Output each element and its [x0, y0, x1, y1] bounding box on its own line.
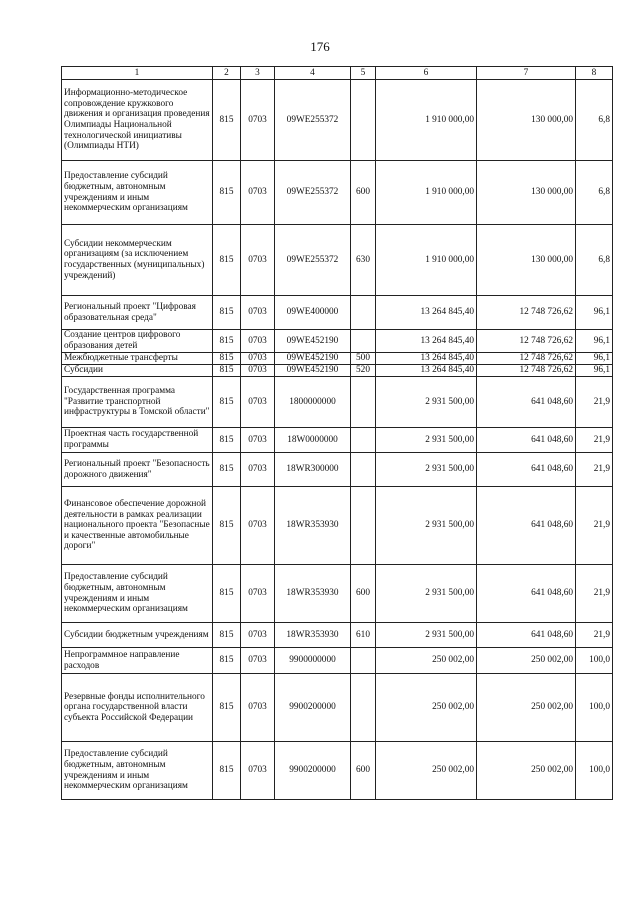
- table-row: [62, 565, 613, 623]
- cell-vr: [351, 428, 376, 453]
- cell-percent: 21,9: [576, 487, 613, 565]
- table-row: [62, 377, 613, 428]
- cell-percent: 21,9: [576, 623, 613, 648]
- cell-ved: 815: [213, 353, 241, 365]
- cell-name: Предоставление субсидий бюджетным, автономным учреждениям и иным некоммерческим организациям: [62, 161, 213, 225]
- table-row: [62, 353, 613, 365]
- cell-csr: 18WR353930: [275, 623, 351, 648]
- header-cell-percent: 8: [576, 67, 613, 80]
- cell-name: Непрограммное направление расходов: [62, 648, 213, 674]
- table-row: [62, 80, 613, 161]
- cell-plan: 250 002,00: [376, 742, 477, 800]
- cell-fact: 641 048,60: [477, 623, 576, 648]
- cell-vr: 600: [351, 161, 376, 225]
- cell-csr: 09WE255372: [275, 225, 351, 296]
- cell-vr: 520: [351, 365, 376, 377]
- cell-fact: 130 000,00: [477, 80, 576, 161]
- cell-plan: 2 931 500,00: [376, 377, 477, 428]
- cell-csr: 9900200000: [275, 674, 351, 742]
- cell-rzpr: 0703: [241, 674, 275, 742]
- header-cell-rzpr: 3: [241, 67, 275, 80]
- cell-ved: 815: [213, 296, 241, 330]
- cell-ved: 815: [213, 565, 241, 623]
- cell-csr: 09WE452190: [275, 353, 351, 365]
- cell-name: Предоставление субсидий бюджетным, автономным учреждениям и иным некоммерческим организациям: [62, 565, 213, 623]
- cell-ved: 815: [213, 453, 241, 487]
- cell-rzpr: 0703: [241, 161, 275, 225]
- table-row: [62, 296, 613, 330]
- cell-rzpr: 0703: [241, 453, 275, 487]
- cell-rzpr: 0703: [241, 377, 275, 428]
- cell-fact: 641 048,60: [477, 565, 576, 623]
- cell-rzpr: 0703: [241, 80, 275, 161]
- cell-plan: 2 931 500,00: [376, 453, 477, 487]
- cell-plan: 2 931 500,00: [376, 487, 477, 565]
- table-row: [62, 742, 613, 800]
- cell-fact: 12 748 726,62: [477, 365, 576, 377]
- header-cell-name: 1: [62, 67, 213, 80]
- cell-csr: 09WE255372: [275, 80, 351, 161]
- table-row: [62, 674, 613, 742]
- cell-name: Создание центров цифрового образования детей: [62, 330, 213, 353]
- cell-csr: 09WE452190: [275, 365, 351, 377]
- cell-rzpr: 0703: [241, 353, 275, 365]
- cell-ved: 815: [213, 428, 241, 453]
- cell-csr: 18WR300000: [275, 453, 351, 487]
- cell-ved: 815: [213, 80, 241, 161]
- table-row: [62, 648, 613, 674]
- cell-ved: 815: [213, 648, 241, 674]
- cell-name: Финансовое обеспечение дорожной деятельности в рамках реализации национального проекта "Безопасные и качественные автомобильные дороги": [62, 487, 213, 565]
- cell-rzpr: 0703: [241, 428, 275, 453]
- cell-rzpr: 0703: [241, 225, 275, 296]
- cell-fact: 641 048,60: [477, 377, 576, 428]
- cell-plan: 1 910 000,00: [376, 161, 477, 225]
- cell-plan: 1 910 000,00: [376, 80, 477, 161]
- cell-plan: 2 931 500,00: [376, 623, 477, 648]
- cell-fact: 250 002,00: [477, 742, 576, 800]
- cell-csr: 18WR353930: [275, 565, 351, 623]
- cell-csr: 18W0000000: [275, 428, 351, 453]
- cell-rzpr: 0703: [241, 623, 275, 648]
- cell-vr: [351, 648, 376, 674]
- cell-fact: 130 000,00: [477, 225, 576, 296]
- cell-name: Предоставление субсидий бюджетным, автономным учреждениям и иным некоммерческим организациям: [62, 742, 213, 800]
- cell-fact: 130 000,00: [477, 161, 576, 225]
- cell-ved: 815: [213, 377, 241, 428]
- cell-ved: 815: [213, 330, 241, 353]
- cell-percent: 6,8: [576, 161, 613, 225]
- cell-csr: 09WE400000: [275, 296, 351, 330]
- cell-name: Межбюджетные трансферты: [62, 353, 213, 365]
- cell-ved: 815: [213, 225, 241, 296]
- cell-percent: 96,1: [576, 353, 613, 365]
- header-cell-csr: 4: [275, 67, 351, 80]
- cell-name: Субсидии: [62, 365, 213, 377]
- cell-vr: 610: [351, 623, 376, 648]
- cell-percent: 96,1: [576, 365, 613, 377]
- cell-vr: [351, 330, 376, 353]
- cell-fact: 12 748 726,62: [477, 330, 576, 353]
- cell-fact: 250 002,00: [477, 674, 576, 742]
- cell-ved: 815: [213, 365, 241, 377]
- cell-csr: 18WR353930: [275, 487, 351, 565]
- cell-ved: 815: [213, 742, 241, 800]
- table-row: [62, 225, 613, 296]
- cell-percent: 100,0: [576, 674, 613, 742]
- cell-fact: 12 748 726,62: [477, 296, 576, 330]
- cell-ved: 815: [213, 487, 241, 565]
- cell-rzpr: 0703: [241, 742, 275, 800]
- cell-percent: 6,8: [576, 225, 613, 296]
- table-row: [62, 487, 613, 565]
- cell-vr: 600: [351, 742, 376, 800]
- cell-name: Субсидии некоммерческим организациям (за исключением государственных (муниципальных) учреждений): [62, 225, 213, 296]
- cell-plan: 2 931 500,00: [376, 428, 477, 453]
- cell-percent: 6,8: [576, 80, 613, 161]
- cell-csr: 1800000000: [275, 377, 351, 428]
- cell-percent: 21,9: [576, 428, 613, 453]
- cell-plan: 13 264 845,40: [376, 365, 477, 377]
- cell-fact: 641 048,60: [477, 487, 576, 565]
- cell-ved: 815: [213, 161, 241, 225]
- cell-vr: [351, 80, 376, 161]
- cell-plan: 13 264 845,40: [376, 296, 477, 330]
- cell-vr: [351, 487, 376, 565]
- cell-name: Региональный проект "Безопасность дорожного движения": [62, 453, 213, 487]
- cell-fact: 641 048,60: [477, 428, 576, 453]
- cell-plan: 250 002,00: [376, 674, 477, 742]
- header-cell-plan: 6: [376, 67, 477, 80]
- header-cell-ved: 2: [213, 67, 241, 80]
- table-body: [62, 80, 613, 800]
- cell-rzpr: 0703: [241, 648, 275, 674]
- table-row: [62, 330, 613, 353]
- cell-name: Информационно-методическое сопровождение кружкового движения и организация проведения Олимпиады Национальной технологической инициативы (Олимпиады НТИ): [62, 80, 213, 161]
- cell-percent: 100,0: [576, 648, 613, 674]
- header-cell-vr: 5: [351, 67, 376, 80]
- cell-plan: 13 264 845,40: [376, 330, 477, 353]
- cell-plan: 1 910 000,00: [376, 225, 477, 296]
- cell-plan: 250 002,00: [376, 648, 477, 674]
- cell-percent: 21,9: [576, 565, 613, 623]
- cell-rzpr: 0703: [241, 296, 275, 330]
- cell-rzpr: 0703: [241, 365, 275, 377]
- table-row: [62, 365, 613, 377]
- cell-name: Проектная часть государственной программы: [62, 428, 213, 453]
- cell-percent: 96,1: [576, 330, 613, 353]
- cell-csr: 9900000000: [275, 648, 351, 674]
- cell-vr: [351, 674, 376, 742]
- cell-fact: 641 048,60: [477, 453, 576, 487]
- cell-percent: 21,9: [576, 377, 613, 428]
- cell-rzpr: 0703: [241, 330, 275, 353]
- table-row: [62, 453, 613, 487]
- cell-percent: 21,9: [576, 453, 613, 487]
- cell-name: Резервные фонды исполнительного органа государственной власти субъекта Российской Федерации: [62, 674, 213, 742]
- cell-csr: 09WE452190: [275, 330, 351, 353]
- cell-percent: 100,0: [576, 742, 613, 800]
- cell-ved: 815: [213, 674, 241, 742]
- cell-name: Региональный проект "Цифровая образовательная среда": [62, 296, 213, 330]
- cell-csr: 09WE255372: [275, 161, 351, 225]
- cell-percent: 96,1: [576, 296, 613, 330]
- cell-vr: 600: [351, 565, 376, 623]
- cell-vr: [351, 377, 376, 428]
- page-number: 176: [310, 39, 330, 54]
- cell-plan: 2 931 500,00: [376, 565, 477, 623]
- cell-rzpr: 0703: [241, 487, 275, 565]
- cell-vr: [351, 453, 376, 487]
- cell-vr: 630: [351, 225, 376, 296]
- cell-name: Государственная программа "Развитие транспортной инфраструктуры в Томской области": [62, 377, 213, 428]
- header-cell-fact: 7: [477, 67, 576, 80]
- cell-ved: 815: [213, 623, 241, 648]
- cell-rzpr: 0703: [241, 565, 275, 623]
- cell-csr: 9900200000: [275, 742, 351, 800]
- cell-fact: 12 748 726,62: [477, 353, 576, 365]
- table-row: [62, 623, 613, 648]
- budget-table: [61, 66, 613, 800]
- cell-fact: 250 002,00: [477, 648, 576, 674]
- cell-vr: 500: [351, 353, 376, 365]
- table-row: [62, 428, 613, 453]
- cell-vr: [351, 296, 376, 330]
- cell-name: Субсидии бюджетным учреждениям: [62, 623, 213, 648]
- table-row: [62, 161, 613, 225]
- cell-plan: 13 264 845,40: [376, 353, 477, 365]
- header-row: [62, 67, 613, 80]
